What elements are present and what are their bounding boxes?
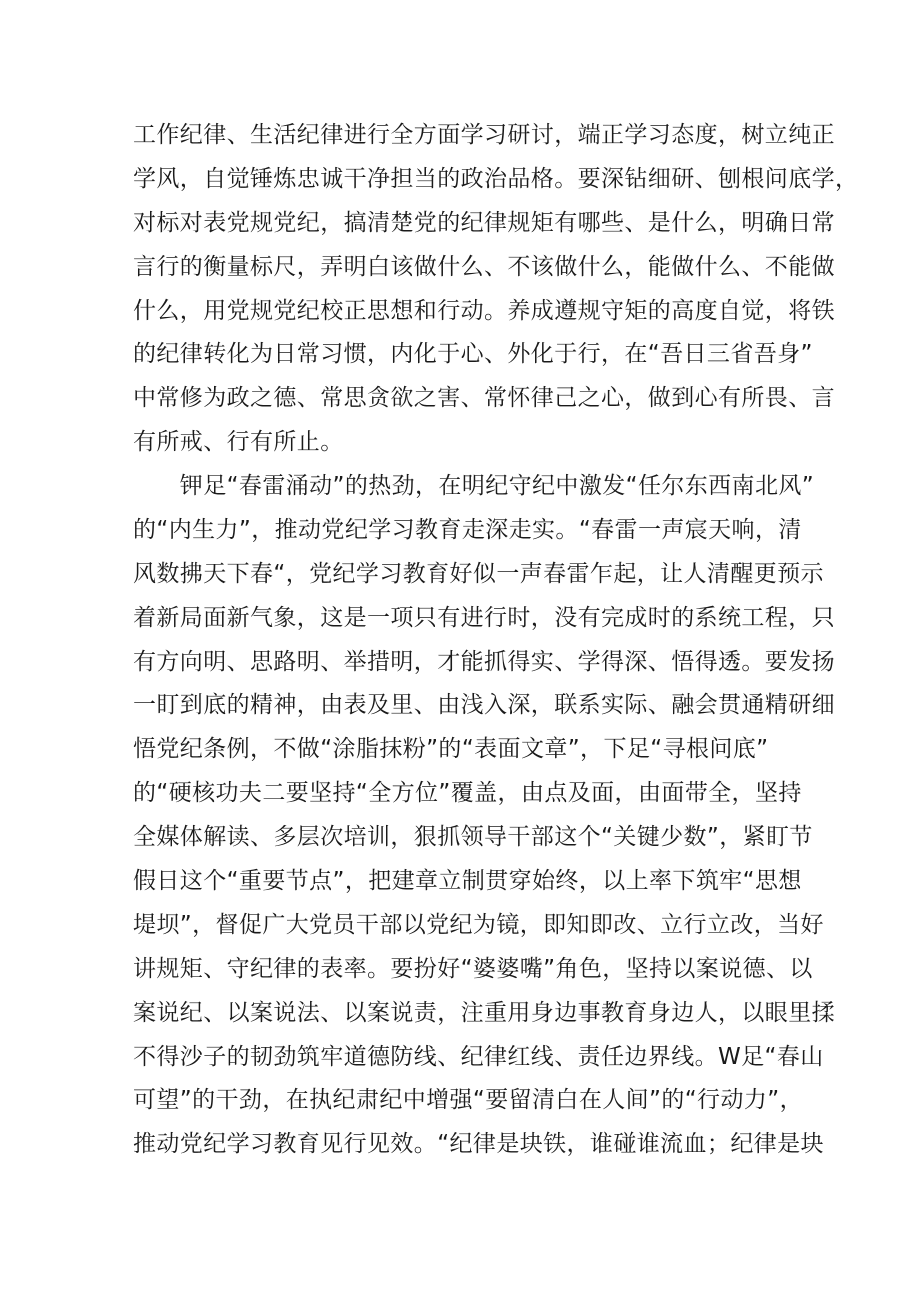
text-line: 着新局面新气象，这是一项只有进行时，没有完成时的系统工程，只 — [133, 604, 835, 631]
text-line: 假日这个“重要节点”，把建章立制贯穿始终，以上率下筑牢“思想 — [133, 868, 802, 895]
text-line: 推动党纪学习教育见行见效。“纪律是块铁，谁碰谁流血；纪律是块 — [133, 1131, 824, 1158]
paragraph-1 — [133, 114, 859, 465]
text-line: 风数拂天下春“，党纪学习教育好似一声春雷乍起，让人清醒更预示 — [133, 560, 824, 587]
text-line: 言行的衡量标尺，弄明白该做什么、不该做什么，能做什么、不能做 — [133, 253, 835, 280]
text-line: 不得沙子的韧劲筑牢道德防线、纪律红线、责任边界线。W足“春山 — [133, 1043, 824, 1070]
text-line: 一盯到底的精神，由表及里、由浅入深，联系实际、融会贯通精研细 — [133, 692, 835, 719]
text-line: 可望”的干劲，在执纪肃纪中增强“要留清白在人间”的“行动力”， — [133, 1087, 803, 1114]
text-line: 全媒体解读、多层次培训，狠抓领导干部这个“关键少数”，紧盯节 — [133, 824, 813, 851]
text-line: 学风，自觉锤炼忠诚干净担当的政治品格。要深钻细研、刨根问底学， — [133, 165, 859, 192]
text-line: 的“硬核功夫二要坚持“全方位”覆盖，由点及面，由面带全，坚持 — [133, 780, 802, 807]
text-line: 堤坝”，督促广大党员干部以党纪为镜，即知即改、立行立改，当好 — [133, 911, 824, 938]
text-line: 对标对表党规党纪，搞清楚党的纪律规矩有哪些、是什么，明确日常 — [133, 209, 835, 236]
text-line: 悟党纪条例，不做“涂脂抹粉”的“表面文章”，下足“寻根问底” — [133, 736, 769, 763]
text-line: 工作纪律、生活纪律进行全方面学习研讨，端正学习态度，树立纯正 — [133, 122, 835, 148]
text-line: 的纪律转化为日常习惯，内化于心、外化于行，在“吾日三省吾身” — [133, 341, 813, 368]
text-line: 有方向明、思路明、举措明，才能抓得实、学得深、悟得透。要发扬 — [133, 648, 835, 675]
text-line: 讲规矩、守纪律的表率。要扮好“婆婆嘴”角色，坚持以案说德、以 — [133, 955, 813, 982]
text-line: 的“内生力”，推动党纪学习教育走深走实。“春雷一声宸天响，清 — [133, 516, 802, 543]
text-line: 中常修为政之德、常思贪欲之害、常怀律己之心，做到心有所畏、言 — [133, 385, 835, 412]
text-line: 案说纪、以案说法、以案说责，注重用身边事教育身边人，以眼里揉 — [133, 999, 835, 1026]
text-line: 什么，用党规党纪校正思想和行动。养成遵规守矩的高度自觉，将铁 — [133, 297, 835, 324]
paragraph-2 — [133, 465, 835, 1167]
text-line: 有所戒、行有所止。 — [133, 429, 344, 456]
text-line: 钾足“春雷涌动”的热劲，在明纪守纪中激发“任尔东西南北风” — [133, 473, 815, 499]
